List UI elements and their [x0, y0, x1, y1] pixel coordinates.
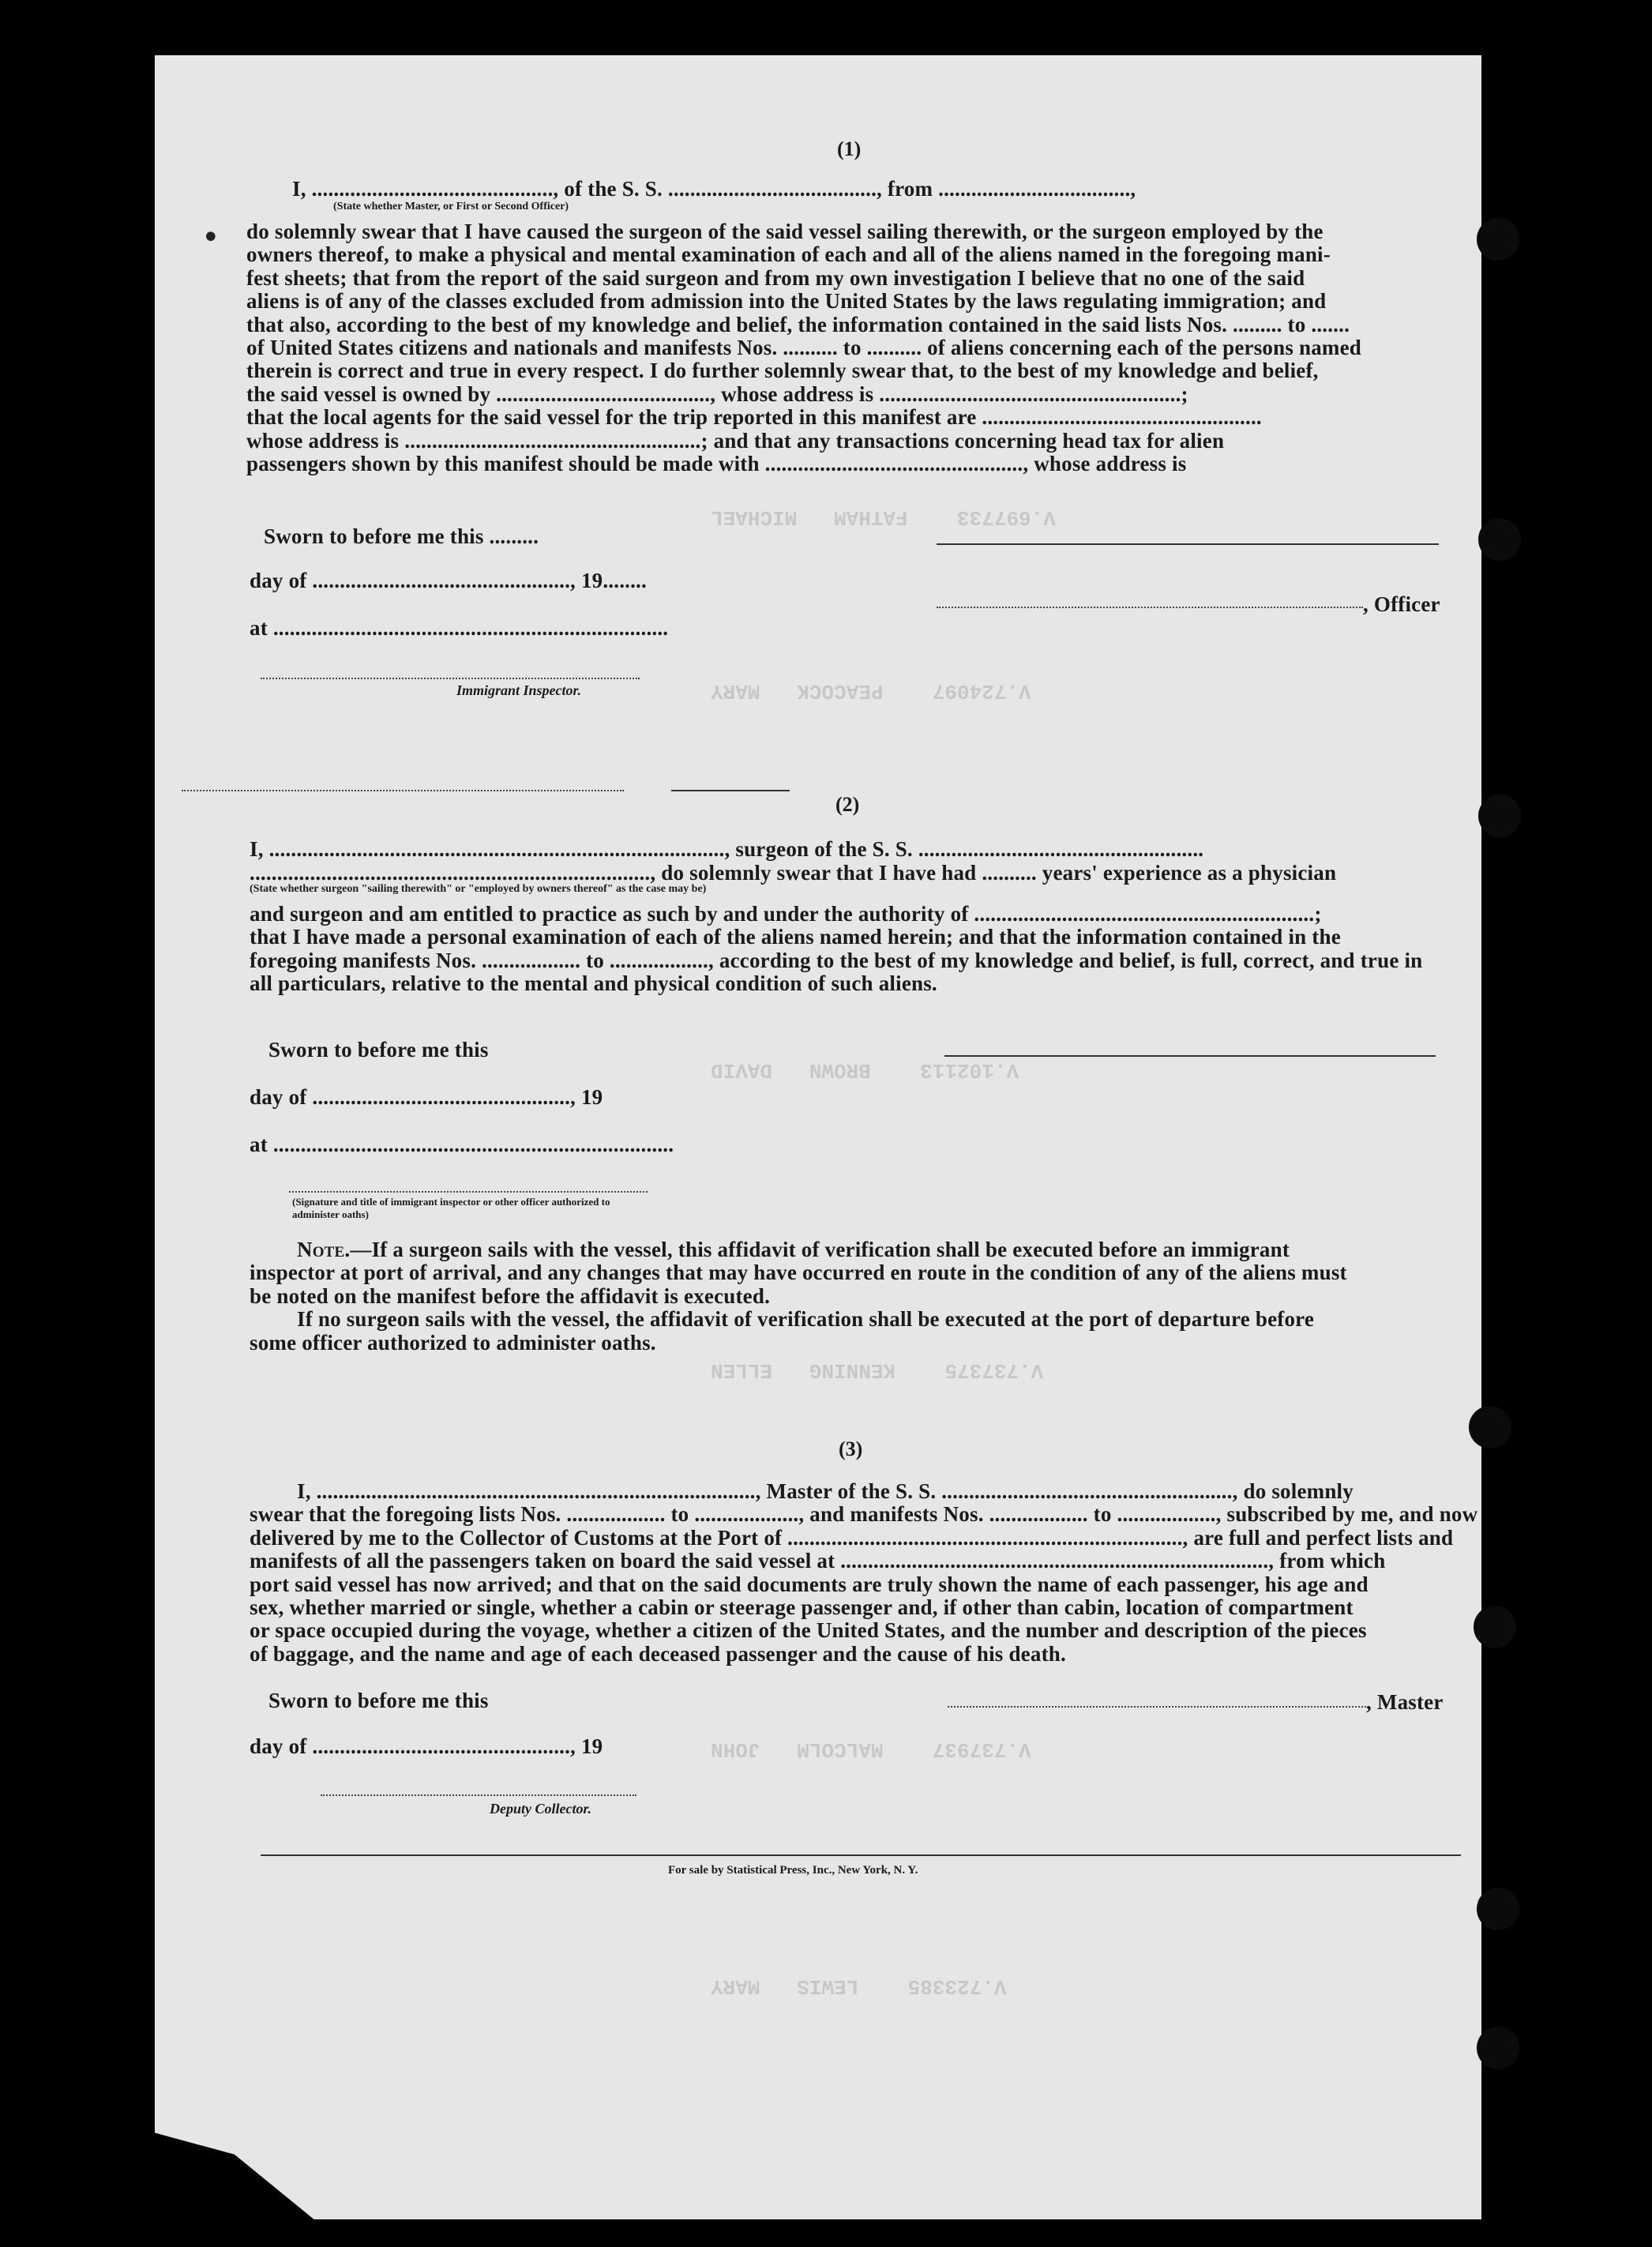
sworn-before-text: Sworn to before me this — [268, 1038, 489, 1062]
reverse-bleed-through: V.102113 BROWN DAVID — [711, 1058, 1019, 1082]
reverse-bleed-through: V.723385 LEWIS MARY — [711, 1975, 1007, 1998]
deputy-collector-label: Deputy Collector. — [490, 1801, 591, 1817]
oath-line: whose address is ......................................................; and that any transactions concerning head tax for alien — [246, 428, 1225, 453]
oath-line: of baggage, and the name and age of each deceased passenger and the cause of his death. — [250, 1641, 1066, 1666]
note-block — [250, 1238, 1347, 1355]
reverse-bleed-through: V.697733 FATHAM MICHAEL — [711, 505, 1056, 529]
note-line: some officer authorized to administer oaths. — [250, 1330, 656, 1355]
note-line — [250, 1238, 1347, 1261]
printer-imprint: For sale by Statistical Press, Inc., New York, N. Y. — [668, 1864, 918, 1877]
bullet-mark: • — [201, 220, 220, 256]
sworn-day-line: day of ..............................................., 19 — [250, 1734, 603, 1758]
punch-hole — [1477, 2027, 1519, 2069]
immigrant-inspector-label: Immigrant Inspector. — [456, 682, 582, 698]
oath-line: that also, according to the best of my knowledge and belief, the information contained in the said lists Nos. ......... to ....... — [246, 312, 1350, 336]
officer-label: , Officer — [1363, 592, 1440, 616]
oath-line: passengers shown by this manifest should be made with ..............................................., whose address is — [246, 452, 1187, 476]
sworn-at-line: at ......................................................................... — [250, 1133, 674, 1156]
section-1-number: (1) — [837, 137, 862, 160]
oath-line: the said vessel is owned by ......................................., whose address is .......................................................; — [246, 381, 1188, 406]
oath-line: fest sheets; that from the report of the said surgeon and from my own investigation I believe that no one of the said — [246, 265, 1305, 290]
punch-hole — [1477, 218, 1519, 261]
officer-signature-line-2 — [937, 607, 1363, 608]
section-1-opening-line: I, ............................................, of the S. S. ......................................, from ..................................., — [292, 177, 1136, 201]
oath-line: foregoing manifests Nos. .................. to .................., according to the best of my knowledge and belief, is full, correct, and true in — [250, 948, 1423, 972]
section-2-years-line: ........................................................................., do solemnly swear that I have had .......... years' experience as a physician — [250, 861, 1337, 885]
officer-signature-line-1 — [937, 543, 1439, 545]
oath-line: I, ................................................................................, Master of the S. S. ....................................................., do solemnly — [297, 1479, 1354, 1503]
master-signature-line — [948, 1706, 1366, 1708]
note-text: —If a surgeon sails with the vessel, this affidavit of verification shall be executed before an immigrant — [350, 1238, 1290, 1261]
reverse-bleed-through: V.737375 KENNING ELLEN — [711, 1358, 1044, 1382]
sworn-day-line: day of ..............................................., 19 — [250, 1085, 603, 1109]
oath-line: aliens is of any of the classes excluded from admission into the United States by the laws regulating immigration; and — [246, 289, 1327, 314]
punch-hole — [1478, 795, 1521, 837]
section-2-oath-text — [250, 903, 1422, 996]
section-2-number: (2) — [835, 793, 860, 816]
oath-line: delivered by me to the Collector of Customs at the Port of ........................................................................, are full and perfect lists and — [250, 1525, 1454, 1550]
punch-hole — [1469, 1406, 1511, 1449]
reverse-bleed-through: V.737937 MALCOLM JOHN — [711, 1738, 1031, 1761]
oath-line: all particulars, relative to the mental and physical condition of such aliens. — [250, 971, 937, 996]
note-line: inspector at port of arrival, and any changes that may have occurred en route in the condition of any of the aliens must — [250, 1261, 1347, 1285]
reverse-bleed-through: V.724097 PEACOCK MARY — [711, 679, 1031, 703]
section-divider — [182, 790, 624, 791]
note-line: be noted on the manifest before the affidavit is executed. — [250, 1283, 771, 1308]
oath-line: that the local agents for the said vessel for the trip reported in this manifest are ................................................... — [246, 405, 1262, 430]
punch-hole — [1477, 1888, 1519, 1930]
oath-line: owners thereof, to make a physical and mental examination of each and all of the aliens named in the foregoing mani- — [246, 242, 1331, 267]
oath-line: and surgeon and am entitled to practice as such by and under the authority of ..............................................................; — [250, 902, 1322, 926]
oath-line: swear that the foregoing lists Nos. .................. to ..................., and manifests Nos. .................. to .................., subscribed by me, and now — [250, 1502, 1478, 1527]
master-label: , Master — [1366, 1690, 1444, 1714]
sworn-before-text: Sworn to before me this ......... — [264, 524, 539, 548]
oath-line: sex, whether married or single, whether a cabin or steerage passenger and, if other than cabin, location of compartment — [250, 1595, 1354, 1620]
section-3-number: (3) — [839, 1437, 863, 1460]
oath-line: do solemnly swear that I have caused the surgeon of the said vessel sailing therewith, or the surgeon employed by the — [246, 220, 1323, 243]
section-2-opening-line: I, ..................................................................................., surgeon of the S. S. .................................................... — [250, 837, 1204, 861]
officer-rank-note: (State whether Master, or First or Second Officer) — [333, 201, 569, 212]
oath-line: port said vessel has now arrived; and that on the said documents are truly shown the name of each passenger, his age and — [250, 1572, 1369, 1596]
inspector-signature-line — [289, 1191, 648, 1193]
footer-rule — [261, 1854, 1461, 1856]
collector-signature-line — [321, 1794, 636, 1796]
oath-line: that I have made a personal examination of each of the aliens named herein; and that the information contained in the — [250, 925, 1341, 949]
note-label: Note. — [297, 1238, 351, 1261]
oath-line: manifests of all the passengers taken on board the said vessel at .............................................................................., from which — [250, 1549, 1386, 1573]
punch-hole — [1474, 1606, 1516, 1648]
note-line: If no surgeon sails with the vessel, the affidavit of verification shall be executed at the port of departure before — [297, 1307, 1315, 1332]
sworn-before-text: Sworn to before me this — [268, 1689, 489, 1712]
oath-line: or space occupied during the voyage, whether a citizen of the United States, and the number and description of the pieces — [250, 1618, 1367, 1643]
signature-title-note: (Signature and title of immigrant inspector or other officer authorized to administer oaths) — [292, 1196, 610, 1220]
surgeon-type-note: (State whether surgeon "sailing therewith" or "employed by owners thereof" as the case may be) — [250, 883, 707, 895]
sworn-day-line: day of ..............................................., 19........ — [250, 569, 647, 592]
sworn-at-line: at ........................................................................ — [250, 616, 669, 640]
inspector-signature-line — [261, 678, 640, 679]
section-3-oath-text — [250, 1480, 1477, 1666]
surgeon-signature-line — [944, 1055, 1436, 1057]
oath-line: therein is correct and true in every respect. I do further solemnly swear that, to the best of my knowledge and belief, — [246, 359, 1319, 383]
punch-hole — [1478, 518, 1521, 561]
oath-line: of United States citizens and nationals and manifests Nos. .......... to .......... of aliens concerning each of the persons named — [246, 336, 1362, 360]
section-1-oath-text — [246, 220, 1361, 475]
section-divider — [671, 790, 790, 791]
